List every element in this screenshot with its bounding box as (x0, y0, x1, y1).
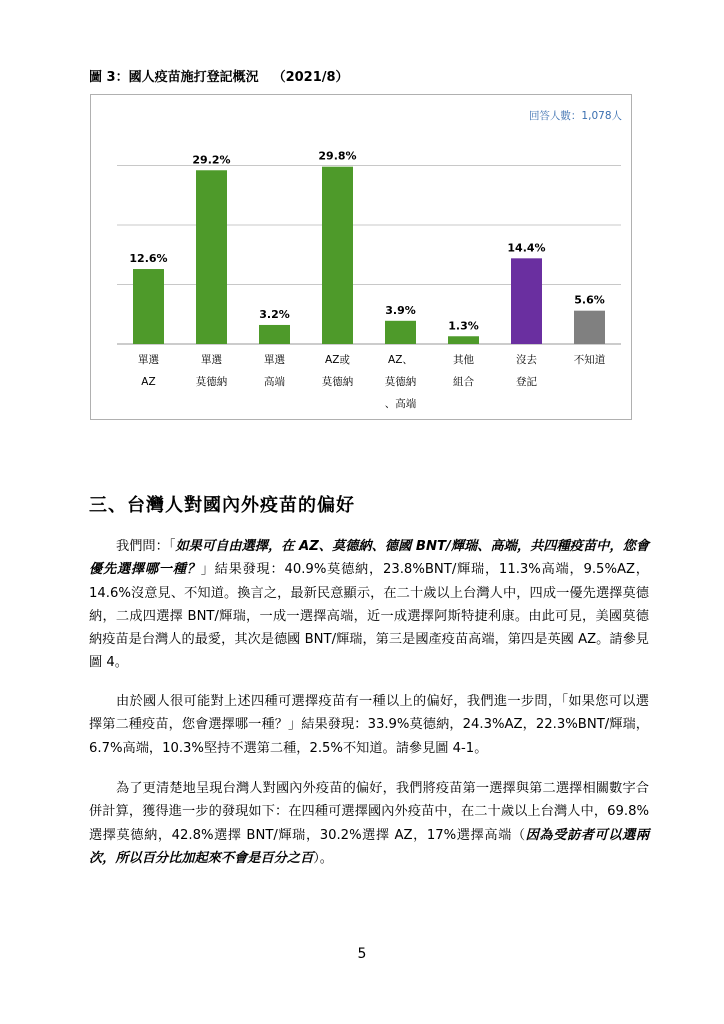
bar-7 (574, 311, 605, 344)
category-label-4-2: 、高端 (384, 398, 417, 410)
data-label-2: 3.2% (259, 307, 290, 321)
figure-title-date: （2021/8） (272, 70, 349, 85)
bar-1 (196, 170, 227, 344)
paragraph-1-post: 」結果發現：40.9%莫德納，23.8%BNT/輝瑞，11.3%高端，9.5%AZ，14.6%沒意見、不知道。換言之，最新民意顯示，在二十歲以上台灣人中，四成一優先選擇莫德納，二成四選擇 BNT/輝瑞，一成一選擇高端，近一成選擇阿斯特捷利康。由此可見，美國莫德納疫苗是台灣人的最愛，其次是德國 BNT/輝瑞，第三是國產疫苗高端，第四是英國 AZ。請參見圖 4。 (89, 562, 649, 671)
category-label-0-1: AZ (141, 376, 156, 388)
data-label-6: 14.4% (507, 241, 546, 255)
data-label-1: 29.2% (192, 153, 231, 167)
bar-4 (385, 321, 416, 344)
bar-0 (133, 269, 164, 344)
chart-gridlines (117, 166, 621, 345)
category-label-6-0: 沒去 (516, 354, 537, 366)
paragraph-1 (89, 535, 649, 675)
bar-6 (511, 258, 542, 344)
section-heading: 三、台灣人對國內外疫苗的偏好 (89, 495, 355, 516)
figure-title (89, 66, 349, 85)
category-label-4-0: AZ、 (388, 354, 413, 366)
bar-2 (259, 325, 290, 344)
data-label-5: 1.3% (448, 319, 479, 333)
paragraph-3-post: ）。 (313, 850, 333, 866)
bar-chart-svg (91, 95, 631, 419)
category-label-4-1: 莫德納 (384, 376, 417, 388)
data-label-0: 12.6% (129, 252, 168, 266)
category-label-1-0: 單選 (201, 354, 222, 366)
bar-3 (322, 167, 353, 344)
data-label-4: 3.9% (385, 303, 416, 317)
data-label-3: 29.8% (318, 149, 357, 163)
category-label-6-1: 登記 (516, 376, 537, 388)
paragraph-3-pre: 為了更清楚地呈現台灣人對國內外疫苗的偏好，我們將疫苗第一選擇與第二選擇相關數字合併計算，獲得進一步的發現如下：在四種可選擇國內外疫苗中，在二十歲以上台灣人中，69.8%選擇莫德納，42.8%選擇 BNT/輝瑞，30.2%選擇 AZ，17%選擇高端（ (89, 781, 649, 843)
category-label-3-0: AZ或 (325, 354, 350, 366)
category-label-7-0: 不知道 (573, 354, 606, 366)
paragraph-2: 由於國人很可能對上述四種可選擇疫苗有一種以上的偏好，我們進一步問，「如果您可以選擇第二種疫苗，您會選擇哪一種？」結果發現：33.9%莫德納，24.3%AZ，22.3%BNT/輝瑞，6.7%高端，10.3%堅持不選第二種，2.5%不知道。請參見圖 4-1。 (89, 694, 649, 756)
chart-category-labels (138, 353, 606, 410)
respondents-note: 回答人數：1,078人 (528, 110, 622, 122)
category-label-0-0: 單選 (138, 354, 159, 366)
chart-bars (133, 167, 605, 344)
data-label-7: 5.6% (574, 293, 605, 307)
paragraph-1-pre: 我們問：「 (116, 539, 176, 554)
category-label-5-1: 組合 (453, 376, 474, 388)
paragraph-1-question: 如果可自由選擇，在 AZ、莫德納、德國 BNT/輝瑞、高端，共四種疫苗中，您會優先選擇哪一種？ (89, 539, 649, 578)
paragraph-3-note: 因為受訪者可以選兩次，所以百分比加起來不會是百分之百 (89, 827, 650, 866)
category-label-5-0: 其他 (453, 354, 474, 366)
category-label-3-1: 莫德納 (321, 376, 354, 388)
category-label-2-1: 高端 (264, 376, 285, 388)
bar-5 (448, 336, 479, 344)
bar-chart (90, 94, 632, 420)
category-label-2-0: 單選 (264, 354, 285, 366)
category-label-1-1: 莫德納 (195, 376, 228, 388)
paragraph-3 (89, 777, 649, 870)
figure-title-label: 圖 3：國人疫苗施打登記概況 (89, 70, 259, 85)
page-number: 5 (357, 946, 367, 962)
